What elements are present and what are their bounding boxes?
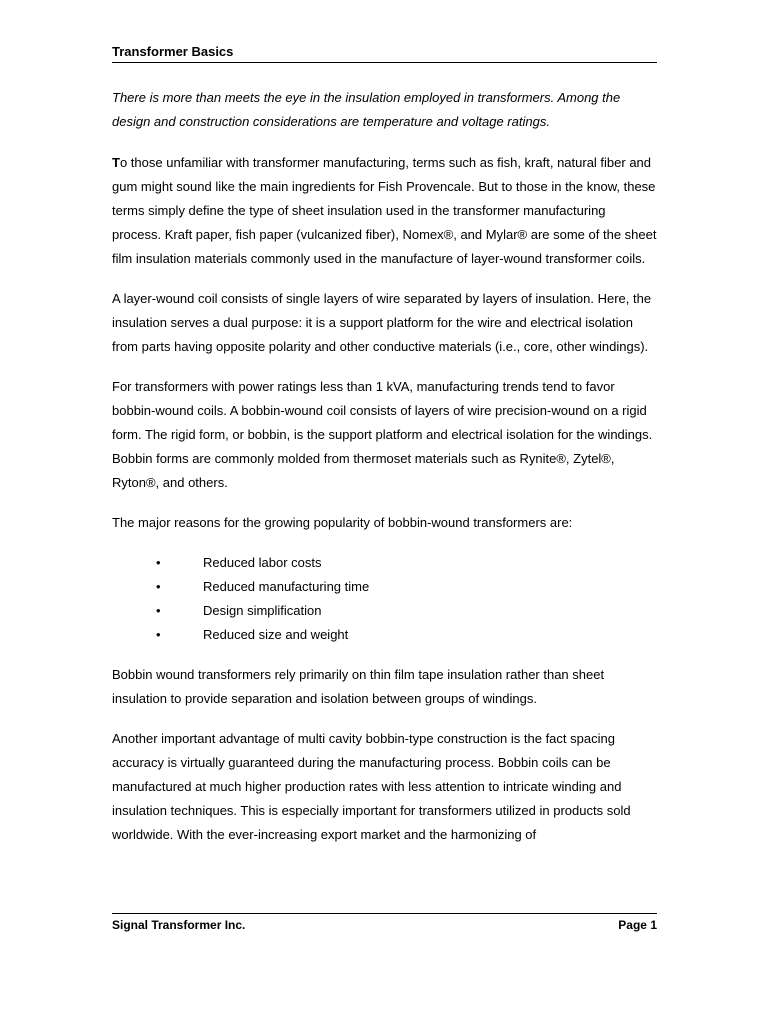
list-item-text: Reduced labor costs: [203, 555, 322, 570]
list-item-text: Reduced size and weight: [203, 627, 349, 642]
paragraph-6: Another important advantage of multi cavity bobbin-type construction is the fact spacing accuracy is virtually guaranteed during the manufacturing process. Bobbin coils can be manufactured at much higher production rates with less attention to intricate winding and insulation techniques. This is especially important for transformers utilized in products sold worldwide. With the ever-increasing export market and the harmonizing of: [112, 731, 631, 842]
bullet-icon: •: [156, 603, 161, 618]
bullet-icon: •: [156, 579, 161, 594]
intro-paragraph: There is more than meets the eye in the insulation employed in transformers. Among the design and construction considerations are temperature and voltage ratings.: [112, 90, 621, 129]
paragraph-2: A layer-wound coil consists of single layers of wire separated by layers of insulation. Here, the insulation serves a dual purpose: it is a support platform for the wire and electrical isolation from parts having opposite polarity and other conductive materials (i.e., core, other windings).: [112, 291, 652, 354]
header-title: Transformer Basics: [112, 44, 234, 59]
page-footer: [112, 913, 657, 934]
paragraph-1: [112, 151, 657, 271]
list-item: [112, 623, 657, 647]
paragraph-1-text: o those unfamiliar with transformer manufacturing, terms such as fish, kraft, natural fiber and gum might sound like the main ingredients for Fish Provencale. But to those in the know, these terms simply define the type of sheet insulation used in the transformer manufacturing process. Kraft paper, fish paper (vulcanized fiber), Nomex®, and Mylar® are some of the sheet film insulation materials commonly used in the manufacture of layer-wound transformer coils.: [112, 155, 657, 266]
list-item: [112, 599, 657, 623]
footer-company: Signal Transformer Inc.: [112, 918, 246, 932]
list-item-text: Design simplification: [203, 603, 322, 618]
page-header: [112, 43, 657, 63]
bullet-icon: •: [156, 627, 161, 642]
paragraph-4: The major reasons for the growing popularity of bobbin-wound transformers are:: [112, 515, 573, 530]
bullet-icon: •: [156, 555, 161, 570]
list-item: [112, 575, 657, 599]
bullet-list: [112, 551, 657, 647]
document-body: [112, 86, 657, 863]
paragraph-1-initial: T: [112, 155, 120, 170]
document-page: [112, 0, 657, 1024]
list-item: [112, 551, 657, 575]
footer-page-number: Page 1: [618, 918, 657, 932]
paragraph-5: Bobbin wound transformers rely primarily on thin film tape insulation rather than sheet insulation to provide separation and isolation between groups of windings.: [112, 667, 605, 706]
paragraph-3: For transformers with power ratings less than 1 kVA, manufacturing trends tend to favor bobbin-wound coils. A bobbin-wound coil consists of layers of wire precision-wound on a rigid form. The rigid form, or bobbin, is the support platform and electrical isolation for the windings. Bobbin forms are commonly molded from thermoset materials such as Rynite®, Zytel®, Ryton®, and others.: [112, 379, 653, 490]
list-item-text: Reduced manufacturing time: [203, 579, 370, 594]
